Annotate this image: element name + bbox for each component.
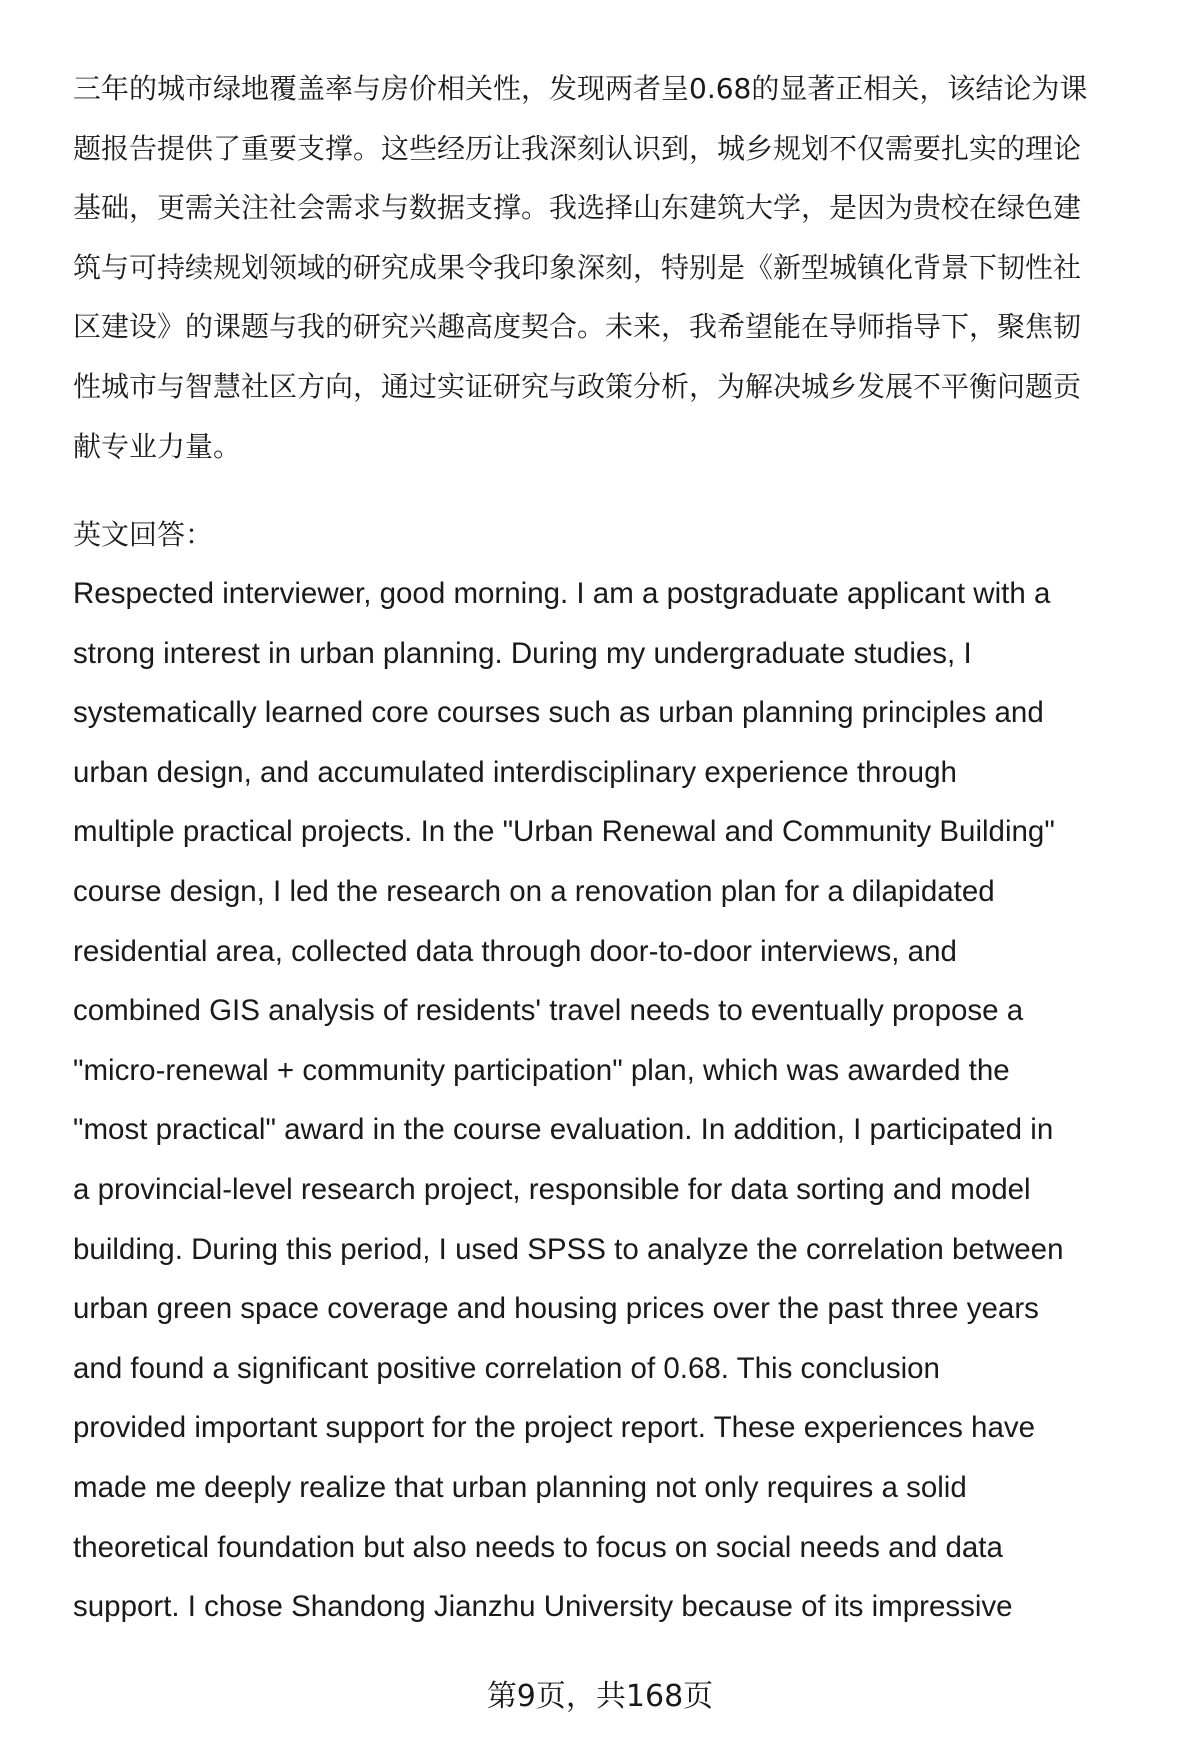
paragraph-line: support. I chose Shandong Jianzhu University because of its impressive [73, 1590, 1013, 1624]
page-footer: 第9页，共168页 [486, 1679, 714, 1714]
paragraph-line: Respected interviewer, good morning. I am a postgraduate applicant with a [73, 577, 1051, 610]
paragraph-line: urban green space coverage and housing prices over the past three years [73, 1292, 1039, 1326]
paragraph-line: systematically learned core courses such as urban planning principles and [73, 696, 1044, 730]
paragraph-line: and found a significant positive correlation of 0.68. This conclusion [73, 1351, 940, 1385]
paragraph-line: theoretical foundation but also needs to focus on social needs and data [73, 1530, 1003, 1564]
paragraph-line: 区建设》的课题与我的研究兴趣高度契合。未来，我希望能在导师指导下，聚焦韧 [73, 310, 1082, 344]
paragraph-line: 基础，更需关注社会需求与数据支撑。我选择山东建筑大学，是因为贵校在绿色建 [73, 191, 1082, 225]
paragraph-line: "micro-renewal + community participation" plan, which was awarded the [73, 1053, 1010, 1087]
paragraph-line: 筑与可持续规划领域的研究成果令我印象深刻，特别是《新型城镇化背景下韧性社 [73, 250, 1082, 284]
paragraph-line: residential area, collected data through door-to-door interviews, and [73, 934, 957, 968]
paragraph-line: strong interest in urban planning. During my undergraduate studies, I [73, 636, 972, 670]
paragraph-line: urban design, and accumulated interdisciplinary experience through [73, 755, 957, 789]
paragraph-line: a provincial-level research project, responsible for data sorting and model [73, 1173, 1031, 1206]
paragraph-line: multiple practical projects. In the "Urban Renewal and Community Building" [73, 815, 1055, 849]
paragraph-line: 性城市与智慧社区方向，通过实证研究与政策分析，为解决城乡发展不平衡问题贡 [73, 370, 1082, 403]
paragraph-line: 三年的城市绿地覆盖率与房价相关性，发现两者呈0.68的显著正相关，该结论为课 [73, 72, 1088, 105]
paragraph-line: made me deeply realize that urban planning not only requires a solid [73, 1471, 967, 1504]
section-heading: 英文回答： [73, 518, 214, 551]
paragraph-line: building. During this period, I used SPSS to analyze the correlation between [73, 1232, 1064, 1266]
paragraph-line: provided important support for the project report. These experiences have [73, 1411, 1036, 1445]
paragraph-line: 题报告提供了重要支撑。这些经历让我深刻认识到，城乡规划不仅需要扎实的理论 [73, 131, 1082, 165]
paragraph-line: combined GIS analysis of residents' travel needs to eventually propose a [73, 994, 1024, 1028]
paragraph-line: course design, I led the research on a renovation plan for a dilapidated [73, 875, 995, 908]
paragraph-line: "most practical" award in the course evaluation. In addition, I participated in [73, 1113, 1054, 1147]
paragraph-line: 献专业力量。 [73, 429, 242, 463]
